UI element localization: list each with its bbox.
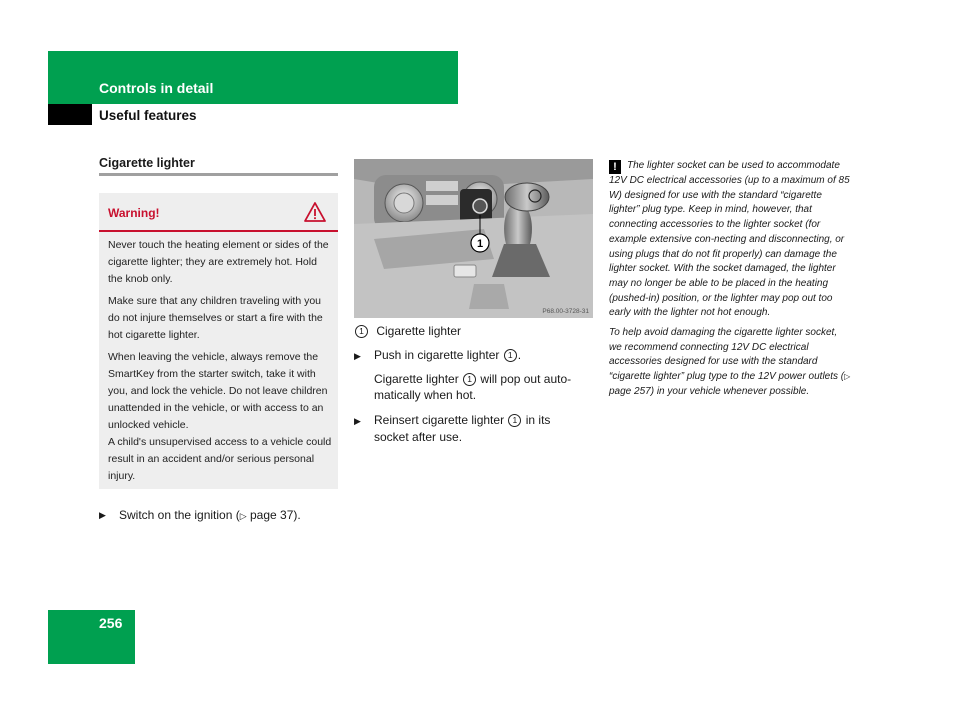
page-number: 256 [99,615,123,631]
notice-paragraph-text: To help avoid damaging the cigarette lighter socket, we recommend connecting 12V DC electrical accessories designed for use with the standard “cigarette lighter” plug type to the 12V power outlets ( [609,327,845,383]
legend-label: Cigarette lighter [376,324,462,338]
section-title: Controls in detail [99,80,214,96]
callout-number-icon: 1 [504,349,517,362]
legend-item [354,323,461,339]
warning-paragraph: When leaving the vehicle, always remove the SmartKey from the starter switch, take it with you, and lock the vehicle. Do not leave children unattended in the vehicle, or with access to an unlocked vehicle. [108,351,328,431]
notice-paragraph [609,159,851,321]
cigarette-lighter-heading: Cigarette lighter [99,156,195,170]
warning-header [99,193,338,232]
step-reinsert-lighter [354,412,550,445]
page-ref-arrow-icon: ▷ [239,511,247,521]
callout-number-icon: 1 [355,325,368,338]
callout-number-icon: 1 [508,414,521,427]
exclamation-icon: ! [609,160,621,174]
result-text-line2: matically when hot. [374,388,477,402]
step-arrow-icon: ▶ [354,351,361,361]
warning-box [99,193,338,489]
notice-paragraph [609,326,851,400]
warning-label: Warning! [108,206,160,220]
page-reference-link[interactable]: page 257 [609,385,651,397]
result-text-part: Cigarette lighter [374,372,459,386]
result-text-part: will pop out auto- [480,372,572,386]
photo-reference-code: P68.00-3728-31 [542,308,589,315]
step-push-lighter [354,347,521,364]
step-arrow-icon: ▶ [99,510,106,520]
step-text-line2: socket after use. [374,430,463,444]
step-text: Push in cigarette lighter [374,348,500,362]
header-bar [48,51,458,104]
warning-triangle-icon [304,201,326,223]
photo-callout-number: 1 [476,238,484,250]
step-arrow-icon: ▶ [354,416,361,426]
notice-paragraph-text: ) in your vehicle whenever possible. [650,385,810,397]
warning-body [108,237,332,490]
callout-number-icon: 1 [463,373,476,386]
step-text: Reinsert cigarette lighter [374,413,505,427]
step-text-end: . [517,348,522,362]
subsection-title: Useful features [99,108,197,123]
warning-paragraph: Never touch the heating element or sides of the cigarette lighter; they are extremely hot. Hold the knob only. [108,239,329,285]
warning-paragraph: A child's unsupervised access to a vehicle could result in an accident and/or serious personal injury. [108,436,332,482]
console-illustration [354,159,593,318]
step-text-part: in its [525,413,551,427]
page-reference-link[interactable]: page 37 [250,508,294,522]
notice-text [609,159,851,405]
section-tab-marker [48,104,92,125]
step-text-end: ). [293,508,301,522]
warning-paragraph: Make sure that any children traveling with you do not injure themselves or start a fire with the hot cigarette lighter. [108,295,323,341]
step-text: Switch on the ignition ( [119,508,240,522]
page-ref-arrow-icon: ▷ [844,372,851,382]
cigarette-lighter-photo [354,159,593,318]
result-text [374,371,571,403]
notice-paragraph-text: The lighter socket can be used to accommodate 12V DC electrical accessories (up to a maximum of 85 W) designed for use with the standard “cigarette lighter” plug type. Keep in mind, however, that connecting accessories to the lighter socket (for example extensive con-necting and disconnecting, or using plugs that do not fit properly) can damage the lighter socket. With the socket damaged, the lighter may no longer be able to be placed in the heating (pushed-in) position, or the lighter may pop out too early with the lighter not hot enough. [609,160,850,319]
heading-rule [99,173,338,176]
